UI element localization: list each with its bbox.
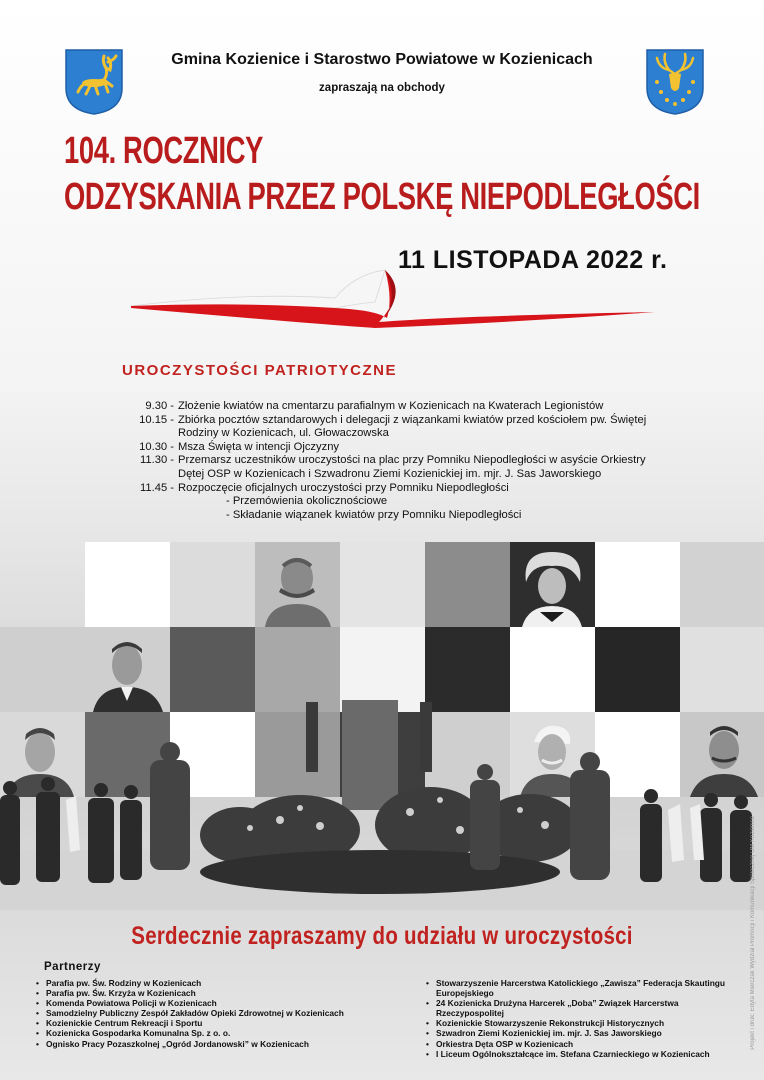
partner-item: • Stowarzyszenie Harcerstwa Katolickiego „Zawisza” Federacja Skautingu Europejskiego	[426, 978, 736, 998]
schedule-subtext: - Przemówienia okolicznościowe	[226, 495, 388, 508]
mosaic-tile	[85, 542, 170, 627]
schedule-text: Zbiórka pocztów sztandarowych i delegacji z wiązankami kwiatów przed kościołem pw. Świętej	[178, 413, 647, 426]
mosaic-tile	[595, 542, 680, 627]
mosaic-tile	[425, 542, 510, 627]
program-schedule	[122, 400, 682, 522]
partners-list-right	[426, 978, 736, 1059]
partner-item: • Szwadron Ziemi Kozienickiej im. mjr. J. Sas Jaworskiego	[426, 1028, 736, 1038]
schedule-text: Przemarsz uczestników uroczystości na plac przy Pomniku Niepodległości w asyście Orkiestry	[178, 454, 646, 467]
partner-item: • Kozienickie Stowarzyszenie Rekonstrukcji Historycznych	[426, 1018, 736, 1028]
title-line-2: ODZYSKANIA PRZEZ POLSKĘ NIEPODLEGŁOŚCI	[64, 176, 700, 218]
mosaic-tile	[170, 542, 255, 627]
partner-item: • Kozienickie Centrum Rekreacji i Sportu	[36, 1018, 396, 1028]
closing-invitation: Serdecznie zapraszamy do udziału w uroczystości	[131, 922, 633, 950]
schedule-item	[122, 414, 682, 441]
schedule-text: Rozpoczęcie oficjalnych uroczystości przy Pomniku Niepodległości	[178, 481, 509, 494]
schedule-item	[122, 400, 682, 414]
title-line-1: 104. ROCZNICY	[64, 130, 264, 172]
schedule-item	[122, 454, 682, 481]
schedule-time: 11.45 -	[140, 481, 174, 494]
organizer-name: Gmina Kozienice i Starostwo Powiatowe w Kozienicach	[171, 51, 593, 68]
program-heading: UROCZYSTOŚCI PATRIOTYCZNE	[122, 362, 398, 379]
partner-item: • Samodzielny Publiczny Zespół Zakładów Opieki Zdrowotnej w Kozienicach	[36, 1008, 396, 1018]
portrait-photo	[255, 542, 340, 627]
mosaic-tile	[340, 542, 425, 627]
event-date: 11 LISTOPADA 2022 r.	[398, 246, 668, 274]
schedule-text: Złożenie kwiatów na cmentarzu parafialnym w Kozienicach na Kwaterach Legionistów	[178, 400, 604, 412]
partner-item: • 24 Kozienicka Drużyna Harcerek „Doba” Związek Harcerstwa Rzeczypospolitej	[426, 998, 736, 1018]
invite-line: zapraszają na obchody	[319, 82, 445, 94]
partner-item: • Orkiestra Dęta OSP w Kozienicach	[426, 1039, 736, 1049]
schedule-time: 9.30 -	[145, 400, 174, 412]
flag-ribbon-icon	[125, 262, 665, 342]
partner-item: • Parafia pw. Św. Rodziny w Kozienicach	[36, 978, 396, 988]
print-credit: Projekt i druk: Edyta Mierczak Wydział Promocji i Komunikacji Społecznej UM Kozienice	[750, 816, 756, 1050]
mosaic-tile	[680, 542, 764, 627]
schedule-time: 10.30 -	[139, 440, 174, 453]
schedule-time: 11.30 -	[140, 454, 174, 467]
schedule-text: Msza Święta w intencji Ojczyzny	[178, 440, 340, 453]
ceremony-photo	[0, 700, 764, 910]
schedule-item	[122, 441, 682, 455]
partner-item: • Ognisko Pracy Pozaszkolnej „Ogród Jordanowski” w Kozienicach	[36, 1039, 396, 1049]
partner-item: • I Liceum Ogólnokształcące im. Stefana Czarnieckiego w Kozienicach	[426, 1049, 736, 1059]
schedule-text: Rodziny w Kozienicach, ul. Głowaczowska	[178, 427, 389, 440]
partner-item: • Komenda Powiatowa Policji w Kozienicach	[36, 998, 396, 1008]
partners-heading: Partnerzy	[44, 961, 101, 973]
schedule-subtext: - Składanie wiązanek kwiatów przy Pomniku Niepodległości	[226, 508, 522, 521]
schedule-text: Dętej OSP w Kozienicach i Szwadronu Ziemi Kozienickiej im. mjr. J. Sas Jaworskiego	[178, 467, 602, 480]
partner-item: • Kozienicka Gospodarka Komunalna Sp. z o. o.	[36, 1028, 396, 1038]
schedule-time: 10.15 -	[139, 413, 174, 426]
schedule-item	[122, 482, 682, 523]
partners-list-left	[36, 978, 396, 1049]
partner-item: • Parafia pw. Św. Krzyża w Kozienicach	[36, 988, 396, 998]
portrait-photo	[510, 542, 595, 627]
